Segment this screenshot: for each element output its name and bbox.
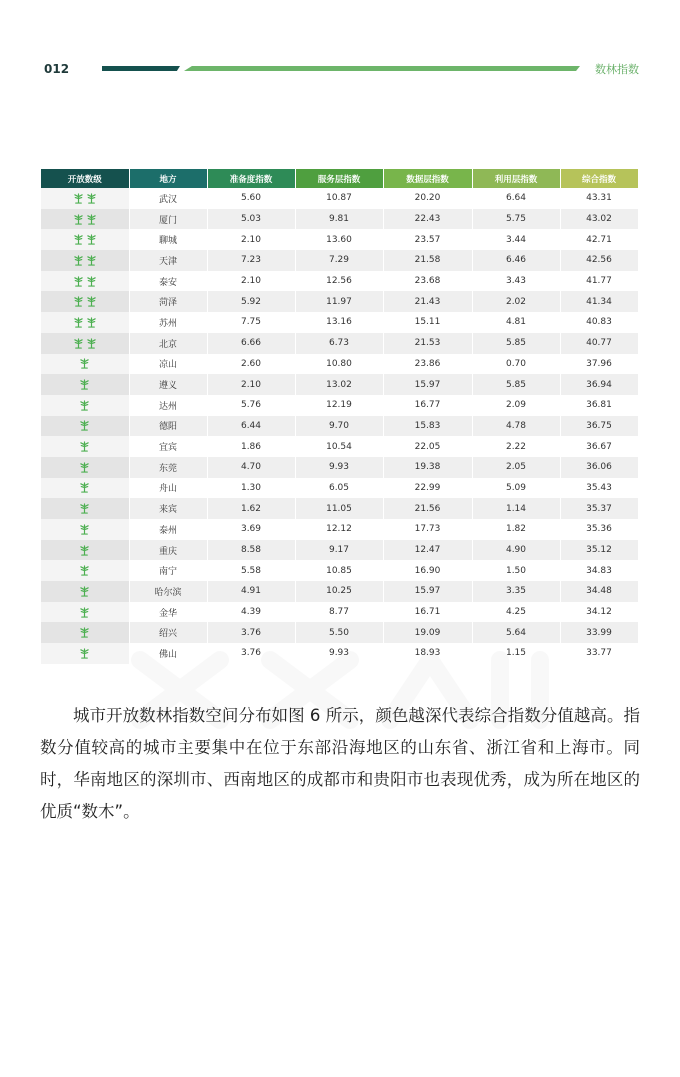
tree-icon [78, 401, 91, 411]
value-cell: 21.53 [383, 333, 472, 354]
tree-icon [78, 608, 91, 618]
value-cell: 2.10 [207, 271, 295, 292]
value-cell: 16.90 [383, 560, 472, 581]
value-cell: 4.78 [472, 416, 560, 437]
value-cell: 2.10 [207, 229, 295, 250]
city-cell: 宜宾 [129, 436, 207, 457]
level-cell [41, 188, 129, 209]
value-cell: 2.09 [472, 395, 560, 416]
value-cell: 22.99 [383, 478, 472, 499]
level-cell [41, 395, 129, 416]
column-header: 准备度指数 [207, 169, 295, 188]
value-cell: 40.83 [560, 312, 638, 333]
level-cell [41, 333, 129, 354]
city-cell: 金华 [129, 602, 207, 623]
value-cell: 12.12 [295, 519, 383, 540]
city-cell: 北京 [129, 333, 207, 354]
table-row [41, 560, 638, 581]
value-cell: 23.68 [383, 271, 472, 292]
value-cell: 5.64 [472, 622, 560, 643]
value-cell: 5.09 [472, 478, 560, 499]
level-cell [41, 457, 129, 478]
value-cell: 5.60 [207, 188, 295, 209]
value-cell: 15.97 [383, 581, 472, 602]
table-row [41, 436, 638, 457]
tree-icon [78, 587, 91, 597]
value-cell: 9.70 [295, 416, 383, 437]
city-cell: 佛山 [129, 643, 207, 664]
table-row [41, 622, 638, 643]
city-cell: 达州 [129, 395, 207, 416]
value-cell: 43.02 [560, 209, 638, 230]
value-cell: 9.81 [295, 209, 383, 230]
value-cell: 40.77 [560, 333, 638, 354]
value-cell: 1.14 [472, 498, 560, 519]
city-cell: 东莞 [129, 457, 207, 478]
level-cell [41, 436, 129, 457]
level-cell [41, 354, 129, 375]
value-cell: 22.05 [383, 436, 472, 457]
tree-icon [78, 359, 91, 369]
tree-icon [85, 277, 98, 287]
tree-icon [72, 318, 85, 328]
value-cell: 2.05 [472, 457, 560, 478]
value-cell: 10.87 [295, 188, 383, 209]
value-cell: 15.11 [383, 312, 472, 333]
value-cell: 42.71 [560, 229, 638, 250]
value-cell: 9.17 [295, 540, 383, 561]
value-cell: 36.75 [560, 416, 638, 437]
value-cell: 4.39 [207, 602, 295, 623]
tree-icon [72, 277, 85, 287]
value-cell: 15.83 [383, 416, 472, 437]
value-cell: 43.31 [560, 188, 638, 209]
value-cell: 35.12 [560, 540, 638, 561]
value-cell: 13.16 [295, 312, 383, 333]
value-cell: 7.23 [207, 250, 295, 271]
value-cell: 6.66 [207, 333, 295, 354]
value-cell: 23.86 [383, 354, 472, 375]
table-row [41, 291, 638, 312]
value-cell: 21.43 [383, 291, 472, 312]
tree-icon [85, 215, 98, 225]
tree-icon [85, 339, 98, 349]
section-title: 数林指数 [595, 63, 639, 76]
value-cell: 5.85 [472, 374, 560, 395]
tree-icon [78, 649, 91, 659]
index-table-container [41, 169, 638, 664]
value-cell: 2.60 [207, 354, 295, 375]
value-cell: 1.50 [472, 560, 560, 581]
tree-icon [85, 194, 98, 204]
value-cell: 1.86 [207, 436, 295, 457]
value-cell: 34.83 [560, 560, 638, 581]
level-cell [41, 271, 129, 292]
table-row [41, 229, 638, 250]
value-cell: 33.99 [560, 622, 638, 643]
value-cell: 5.50 [295, 622, 383, 643]
column-header: 综合指数 [560, 169, 638, 188]
table-row [41, 374, 638, 395]
table-row [41, 271, 638, 292]
level-cell [41, 498, 129, 519]
tree-icon [78, 628, 91, 638]
column-header: 开放数级 [41, 169, 129, 188]
column-header: 服务层指数 [295, 169, 383, 188]
header-bar-green [184, 66, 580, 71]
value-cell: 12.56 [295, 271, 383, 292]
value-cell: 1.82 [472, 519, 560, 540]
value-cell: 10.80 [295, 354, 383, 375]
value-cell: 9.93 [295, 643, 383, 664]
value-cell: 42.56 [560, 250, 638, 271]
city-cell: 德阳 [129, 416, 207, 437]
level-cell [41, 229, 129, 250]
city-cell: 哈尔滨 [129, 581, 207, 602]
value-cell: 41.77 [560, 271, 638, 292]
column-header: 地方 [129, 169, 207, 188]
value-cell: 36.67 [560, 436, 638, 457]
level-cell [41, 250, 129, 271]
value-cell: 2.22 [472, 436, 560, 457]
body-paragraph: 城市开放数林指数空间分布如图 6 所示，颜色越深代表综合指数分值越高。指数分值较高的城市主要集中在位于东部沿海地区的山东省、浙江省和上海市。同时，华南地区的深圳市、西南地区的成都市和贵阳市也表现优秀，成为所在地区的优质“数木”。 [40, 706, 640, 821]
level-cell [41, 602, 129, 623]
level-cell [41, 622, 129, 643]
value-cell: 15.97 [383, 374, 472, 395]
tree-icon [78, 504, 91, 514]
city-cell: 武汉 [129, 188, 207, 209]
value-cell: 9.93 [295, 457, 383, 478]
value-cell: 7.75 [207, 312, 295, 333]
value-cell: 3.35 [472, 581, 560, 602]
value-cell: 3.44 [472, 229, 560, 250]
value-cell: 5.03 [207, 209, 295, 230]
city-cell: 聊城 [129, 229, 207, 250]
value-cell: 34.48 [560, 581, 638, 602]
value-cell: 10.54 [295, 436, 383, 457]
tree-icon [72, 256, 85, 266]
level-cell [41, 312, 129, 333]
city-cell: 遵义 [129, 374, 207, 395]
value-cell: 5.92 [207, 291, 295, 312]
table-header-row [41, 169, 638, 188]
table-row [41, 354, 638, 375]
table-row [41, 416, 638, 437]
value-cell: 6.46 [472, 250, 560, 271]
city-cell: 舟山 [129, 478, 207, 499]
value-cell: 19.09 [383, 622, 472, 643]
level-cell [41, 416, 129, 437]
value-cell: 4.70 [207, 457, 295, 478]
tree-icon [85, 318, 98, 328]
value-cell: 4.91 [207, 581, 295, 602]
header-bar-dark [102, 66, 180, 71]
city-cell: 绍兴 [129, 622, 207, 643]
tree-icon [72, 339, 85, 349]
value-cell: 22.43 [383, 209, 472, 230]
value-cell: 3.69 [207, 519, 295, 540]
value-cell: 23.57 [383, 229, 472, 250]
value-cell: 1.30 [207, 478, 295, 499]
value-cell: 36.06 [560, 457, 638, 478]
index-table [41, 169, 639, 664]
value-cell: 34.12 [560, 602, 638, 623]
value-cell: 2.10 [207, 374, 295, 395]
value-cell: 6.64 [472, 188, 560, 209]
value-cell: 10.85 [295, 560, 383, 581]
value-cell: 5.85 [472, 333, 560, 354]
city-cell: 凉山 [129, 354, 207, 375]
value-cell: 19.38 [383, 457, 472, 478]
value-cell: 4.25 [472, 602, 560, 623]
value-cell: 0.70 [472, 354, 560, 375]
value-cell: 36.94 [560, 374, 638, 395]
level-cell [41, 291, 129, 312]
value-cell: 1.15 [472, 643, 560, 664]
value-cell: 5.75 [472, 209, 560, 230]
city-cell: 来宾 [129, 498, 207, 519]
city-cell: 泰安 [129, 271, 207, 292]
value-cell: 20.20 [383, 188, 472, 209]
level-cell [41, 560, 129, 581]
table-row [41, 498, 638, 519]
value-cell: 16.77 [383, 395, 472, 416]
value-cell: 35.36 [560, 519, 638, 540]
value-cell: 5.58 [207, 560, 295, 581]
tree-icon [78, 421, 91, 431]
page-header [0, 0, 680, 90]
table-body [41, 188, 638, 664]
table-row [41, 457, 638, 478]
value-cell: 6.44 [207, 416, 295, 437]
value-cell: 12.19 [295, 395, 383, 416]
value-cell: 13.02 [295, 374, 383, 395]
value-cell: 21.56 [383, 498, 472, 519]
level-cell [41, 209, 129, 230]
value-cell: 5.76 [207, 395, 295, 416]
table-row [41, 188, 638, 209]
city-cell: 重庆 [129, 540, 207, 561]
table-row [41, 540, 638, 561]
tree-icon [72, 215, 85, 225]
value-cell: 16.71 [383, 602, 472, 623]
city-cell: 苏州 [129, 312, 207, 333]
value-cell: 21.58 [383, 250, 472, 271]
value-cell: 11.05 [295, 498, 383, 519]
tree-icon [85, 297, 98, 307]
value-cell: 35.43 [560, 478, 638, 499]
value-cell: 18.93 [383, 643, 472, 664]
value-cell: 12.47 [383, 540, 472, 561]
city-cell: 南宁 [129, 560, 207, 581]
table-row [41, 581, 638, 602]
level-cell [41, 374, 129, 395]
tree-icon [72, 235, 85, 245]
city-cell: 天津 [129, 250, 207, 271]
city-cell: 泰州 [129, 519, 207, 540]
level-cell [41, 519, 129, 540]
tree-icon [72, 297, 85, 307]
value-cell: 1.62 [207, 498, 295, 519]
value-cell: 13.60 [295, 229, 383, 250]
value-cell: 35.37 [560, 498, 638, 519]
column-header: 数据层指数 [383, 169, 472, 188]
value-cell: 37.96 [560, 354, 638, 375]
value-cell: 33.77 [560, 643, 638, 664]
table-row [41, 478, 638, 499]
level-cell [41, 478, 129, 499]
value-cell: 3.43 [472, 271, 560, 292]
tree-icon [72, 194, 85, 204]
value-cell: 7.29 [295, 250, 383, 271]
value-cell: 4.90 [472, 540, 560, 561]
value-cell: 10.25 [295, 581, 383, 602]
table-row [41, 250, 638, 271]
value-cell: 2.02 [472, 291, 560, 312]
tree-icon [78, 483, 91, 493]
value-cell: 17.73 [383, 519, 472, 540]
tree-icon [85, 256, 98, 266]
value-cell: 36.81 [560, 395, 638, 416]
tree-icon [78, 525, 91, 535]
tree-icon [78, 566, 91, 576]
city-cell: 厦门 [129, 209, 207, 230]
table-row [41, 602, 638, 623]
value-cell: 6.73 [295, 333, 383, 354]
value-cell: 3.76 [207, 643, 295, 664]
level-cell [41, 581, 129, 602]
level-cell [41, 540, 129, 561]
value-cell: 41.34 [560, 291, 638, 312]
table-row [41, 209, 638, 230]
city-cell: 菏泽 [129, 291, 207, 312]
value-cell: 6.05 [295, 478, 383, 499]
tree-icon [78, 442, 91, 452]
table-row [41, 519, 638, 540]
tree-icon [78, 463, 91, 473]
page-number: 012 [44, 62, 70, 76]
table-row [41, 395, 638, 416]
column-header: 利用层指数 [472, 169, 560, 188]
value-cell: 11.97 [295, 291, 383, 312]
value-cell: 8.77 [295, 602, 383, 623]
table-row [41, 333, 638, 354]
table-row [41, 312, 638, 333]
value-cell: 3.76 [207, 622, 295, 643]
value-cell: 8.58 [207, 540, 295, 561]
tree-icon [78, 380, 91, 390]
tree-icon [85, 235, 98, 245]
tree-icon [78, 546, 91, 556]
value-cell: 4.81 [472, 312, 560, 333]
